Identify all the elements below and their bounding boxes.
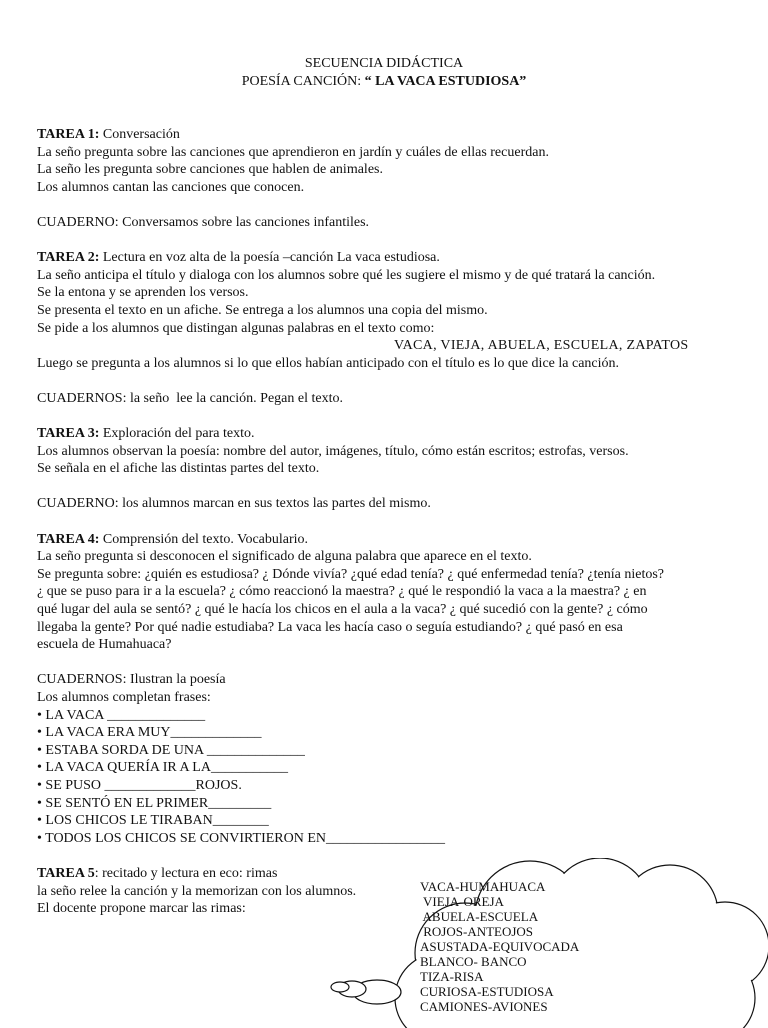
title-song-name: “ LA VACA ESTUDIOSA” <box>364 74 527 89</box>
paragraph-line: la seño relee la canción y la memorizan con los alumnos. <box>37 883 357 899</box>
task-1-title: Conversación <box>99 127 180 142</box>
task-5-title: : recitado y lectura en eco: rimas <box>94 865 278 881</box>
rhyme-pair: ABUELA-ESCUELA <box>420 909 539 924</box>
fill-in-item: • ESTABA SORDA DE UNA ______________ <box>37 742 305 758</box>
task-3-label: TAREA 3: <box>37 426 100 442</box>
fill-in-item: • LA VACA QUERÍA IR A LA___________ <box>37 760 288 776</box>
title-prefix: POESÍA CANCIÓN: <box>241 74 365 89</box>
task-4-title: Comprensión del texto. Vocabulario. <box>99 531 309 547</box>
title-line-1: SECUENCIA DIDÁCTICA <box>304 56 464 71</box>
task-1-label: TAREA 1: <box>37 127 100 142</box>
paragraph-line: escuela de Humahuaca? <box>37 637 172 653</box>
paragraph-line: Se presenta el texto en un afiche. Se entrega a los alumnos una copia del mismo. <box>37 302 488 318</box>
paragraph-line: Se la entona y se aprenden los versos. <box>37 285 249 301</box>
task-4-heading <box>37 531 737 549</box>
task-3-title: Exploración del para texto. <box>99 426 255 442</box>
fill-in-item: • TODOS LOS CHICOS SE CONVIRTIERON EN_________________ <box>37 830 446 846</box>
paragraph-line: La seño anticipa el título y dialoga con los alumnos sobre qué les sugiere el mismo y de qué tratará la canción. <box>37 267 656 283</box>
task-4-label: TAREA 4: <box>37 531 100 547</box>
task-1-cuaderno: CUADERNO: Conversamos sobre las canciones infantiles. <box>37 214 370 230</box>
rhyme-pair: ROJOS-ANTEOJOS <box>420 924 534 939</box>
title-line-2 <box>0 73 768 91</box>
task-2-heading <box>37 249 737 267</box>
fill-in-item: • SE SENTÓ EN EL PRIMER_________ <box>37 795 272 811</box>
task-3-heading <box>37 425 737 443</box>
task-5-label: TAREA 5 <box>37 865 95 881</box>
rhyme-pair: VACA-HUMAHUACA <box>420 879 546 894</box>
paragraph-line: llegaba la gente? Por qué nadie estudiaba? La vaca les hacía caso o seguía estudiando? ¿ qué pasó en esa <box>37 619 623 635</box>
task-2-cuaderno: CUADERNOS: la seño lee la canción. Pegan el texto. <box>37 390 343 406</box>
paragraph-line: ¿ que se puso para ir a la escuela? ¿ cómo reaccionó la maestra? ¿ qué le respondió la vaca a la maestra? ¿ en <box>37 584 647 600</box>
task-2-label: TAREA 2: <box>37 250 100 266</box>
rhyme-pair: CAMIONES-AVIONES <box>420 999 548 1014</box>
task-4-cuaderno: CUADERNOS: Ilustran la poesía <box>37 672 226 688</box>
rhymes-list <box>420 879 579 1014</box>
paragraph-line: El docente propone marcar las rimas: <box>37 901 246 917</box>
paragraph-line: Se señala en el afiche las distintas partes del texto. <box>37 461 320 477</box>
paragraph-line: Los alumnos completan frases: <box>37 690 211 705</box>
paragraph-line: La seño pregunta sobre las canciones que aprendieron en jardín y cuáles de ellas recuerdan. <box>37 144 549 160</box>
paragraph-line: qué lugar del aula se sentó? ¿ qué le hacía los chicos en el aula a la vaca? ¿ qué sucedió con la gente? ¿ cómo <box>37 602 648 618</box>
task-2-title: Lectura en voz alta de la poesía –canción La vaca estudiosa. <box>99 250 440 266</box>
rhyme-pair: CURIOSA-ESTUDIOSA <box>420 984 554 999</box>
rhyme-pair: VIEJA-OREJA <box>420 894 504 909</box>
document-title <box>0 55 768 91</box>
paragraph-line: Los alumnos observan la poesía: nombre del autor, imágenes, título, cómo están escritos; estrofas, versos. <box>37 443 629 459</box>
rhyme-pair: TIZA-RISA <box>420 969 484 984</box>
paragraph-line: Luego se pregunta a los alumnos si lo que ellos habían anticipado con el título es lo que dice la canción. <box>37 355 620 371</box>
paragraph-line: La seño les pregunta sobre canciones que hablen de animales. <box>37 162 383 178</box>
paragraph-line: Los alumnos cantan las canciones que conocen. <box>37 179 305 195</box>
fill-in-item: • LA VACA ERA MUY_____________ <box>37 725 262 741</box>
fill-in-item: • LOS CHICOS LE TIRABAN________ <box>37 813 269 829</box>
paragraph-line: Se pide a los alumnos que distingan algunas palabras en el texto como: <box>37 320 435 336</box>
task-3-cuaderno: CUADERNO: los alumnos marcan en sus textos las partes del mismo. <box>37 496 431 512</box>
task-1-heading <box>37 126 737 144</box>
document-body <box>37 126 737 918</box>
key-words: VACA, VIEJA, ABUELA, ESCUELA, ZAPATOS <box>394 338 689 354</box>
fill-in-item: • LA VACA ______________ <box>37 707 206 723</box>
rhyme-pair: ASUSTADA-EQUIVOCADA <box>420 939 580 954</box>
rhyme-pair: BLANCO- BANCO <box>420 954 527 969</box>
fill-in-item: • SE PUSO _____________ROJOS. <box>37 777 242 793</box>
paragraph-line: La seño pregunta si desconocen el significado de alguna palabra que aparece en el texto. <box>37 549 532 565</box>
paragraph-line: Se pregunta sobre: ¿quién es estudiosa? ¿ Dónde vivía? ¿qué edad tenía? ¿ qué enfermedad tenía? ¿tenía nietos? <box>37 566 665 582</box>
